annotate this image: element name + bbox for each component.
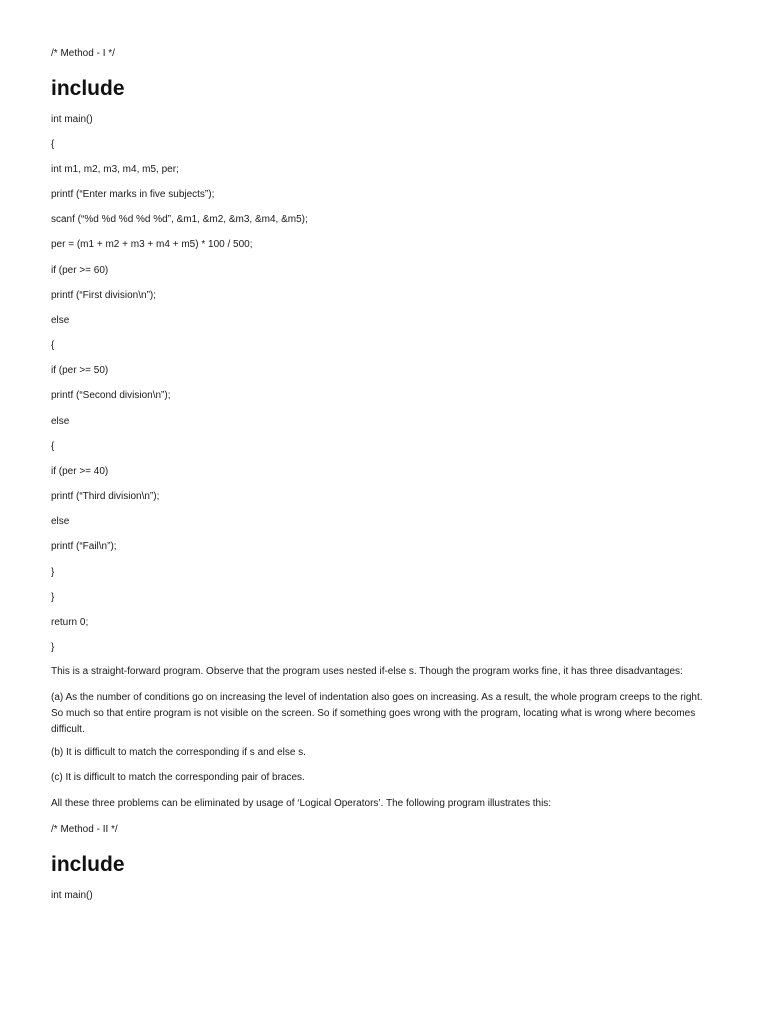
code-line: if (per >= 40) xyxy=(51,466,109,477)
code-line: if (per >= 50) xyxy=(51,365,109,376)
code-line: printf (“First division\n”); xyxy=(51,290,157,301)
code-line: int m1, m2, m3, m4, m5, per; xyxy=(51,164,179,175)
paragraph-intro: This is a straight-forward program. Observe that the program uses nested if-else s. Though the program works fine, it has three disadvantages: xyxy=(51,666,683,677)
paragraph-point-c: (c) It is difficult to match the corresponding pair of braces. xyxy=(51,772,305,783)
method-2-comment: /* Method - II */ xyxy=(51,824,118,835)
paragraph-point-a: (a) As the number of conditions go on increasing the level of indentation also goes on increasing. As a result, the whole program creeps to the right. So much so that entire program is not visible on the screen. So if something goes wrong with the program, locating what is wrong where becomes difficult. xyxy=(51,692,703,735)
code-line: { xyxy=(51,139,55,150)
code-line: return 0; xyxy=(51,617,89,628)
include-heading-2: include xyxy=(51,853,125,876)
code-line: { xyxy=(51,441,55,452)
code-line: } xyxy=(51,592,55,603)
code-line: printf (“Third division\n”); xyxy=(51,491,160,502)
code-line: scanf (“%d %d %d %d %d”, &m1, &m2, &m3, &m4, &m5); xyxy=(51,214,308,225)
code-line: } xyxy=(51,567,55,578)
code-line: if (per >= 60) xyxy=(51,265,109,276)
paragraph-point-b: (b) It is difficult to match the corresponding if s and else s. xyxy=(51,747,306,758)
code-line: else xyxy=(51,315,70,326)
code-line: } xyxy=(51,642,55,653)
code-line: printf (“Fail\n”); xyxy=(51,541,117,552)
code-line: printf (“Second division\n”); xyxy=(51,390,171,401)
code-line: per = (m1 + m2 + m3 + m4 + m5) * 100 / 500; xyxy=(51,239,253,250)
code-line: { xyxy=(51,340,55,351)
code-line: else xyxy=(51,416,70,427)
code-line: int main() xyxy=(51,890,93,901)
paragraph-logical-operators: All these three problems can be eliminated by usage of ‘Logical Operators’. The following program illustrates this: xyxy=(51,798,552,809)
include-heading-1: include xyxy=(51,77,125,100)
code-line: else xyxy=(51,516,70,527)
method-1-comment: /* Method - I */ xyxy=(51,48,115,59)
code-line: int main() xyxy=(51,114,93,125)
code-line: printf (“Enter marks in five subjects”); xyxy=(51,189,215,200)
